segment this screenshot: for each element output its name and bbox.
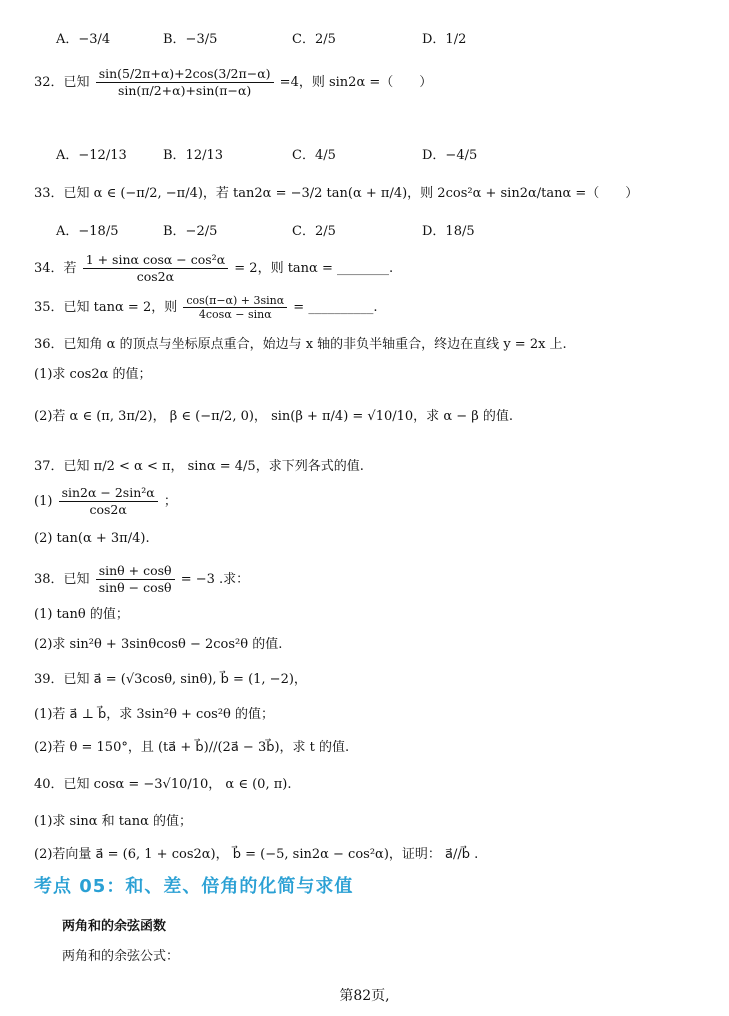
q37-part1-fraction: [59, 485, 158, 518]
q32-prefix: 32．已知: [34, 75, 90, 90]
question-37-part1: [34, 485, 177, 518]
q31-option-a: A．−3/4: [56, 32, 111, 47]
q31-option-d: D．1/2: [422, 32, 467, 47]
q32-denominator: sin(π/2+α)+sin(π−α): [117, 83, 252, 98]
q38-prefix: 38．已知: [34, 572, 90, 587]
q37-part1-numerator: sin2α − 2sin²α: [59, 485, 158, 502]
subheading: 两角和的余弦函数: [62, 919, 167, 934]
question-34: [34, 252, 393, 285]
q34-numerator: 1 + sinα cosα − cos²α: [83, 252, 228, 269]
q35-numerator: cos(π−α) + 3sinα: [183, 294, 287, 308]
question-40-stem: 40．已知 cosα = −3√10/10， α ∈ (0, π).: [34, 777, 292, 792]
q34-denominator: cos2α: [136, 269, 175, 284]
page-number: 第82页,: [339, 988, 390, 1004]
question-39-part1: (1)若 a⃗ ⊥ b⃗，求 3sin²θ + cos²θ 的值；: [34, 707, 275, 722]
question-36-part1: (1)求 cos2α 的值；: [34, 367, 152, 382]
question-32: [34, 66, 432, 99]
q32-option-b: B．12/13: [163, 148, 224, 163]
q33-option-a: A．−18/5: [56, 224, 119, 239]
q37-part1-denominator: cos2α: [89, 502, 127, 517]
question-37-part2: (2) tan(α + 3π/4).: [34, 531, 150, 546]
question-39-part2: (2)若 θ = 150°，且 (ta⃗ + b⃗)//(2a⃗ − 3b⃗)，求 t 的值.: [34, 740, 350, 755]
q35-prefix: 35．已知 tanα = 2，则: [34, 300, 178, 315]
q33-option-c: C．2/5: [292, 224, 336, 239]
q35-suffix: = __________.: [293, 300, 378, 315]
question-40-part1: (1)求 sinα 和 tanα 的值；: [34, 814, 193, 829]
question-38-part1: (1) tanθ 的值；: [34, 607, 129, 622]
q38-denominator: sinθ − cosθ: [98, 580, 172, 595]
question-33: 33．已知 α ∈ (−π/2, −π/4)，若 tan2α = −3/2 tan(α + π/4)，则 2cos²α + sin2α/tanα =（ ）: [34, 186, 639, 201]
q31-option-b: B．−3/5: [163, 32, 218, 47]
question-40-part2: (2)若向量 a⃗ = (6, 1 + cos2α)， b⃗ = (−5, sin2α − cos²α)，证明： a⃗//b⃗ .: [34, 847, 479, 862]
q38-numerator: sinθ + cosθ: [96, 563, 175, 580]
q34-fraction: [83, 252, 228, 285]
q34-suffix: = 2，则 tanα = ________.: [234, 261, 394, 276]
q32-option-a: A．−12/13: [56, 148, 127, 163]
question-35: [34, 294, 377, 321]
question-39-stem: 39．已知 a⃗ = (√3cosθ, sinθ), b⃗ = (1, −2)，: [34, 672, 307, 687]
q32-option-c: C．4/5: [292, 148, 336, 163]
question-38: [34, 563, 249, 596]
q33-option-d: D．18/5: [422, 224, 475, 239]
q37-part1-prefix: (1): [34, 494, 53, 509]
q37-part1-suffix: ；: [163, 494, 177, 509]
question-38-part2: (2)求 sin²θ + 3sinθcosθ − 2cos²θ 的值.: [34, 637, 283, 652]
q34-prefix: 34．若: [34, 261, 77, 276]
q35-denominator: 4cosα − sinα: [198, 308, 272, 321]
q35-fraction: [183, 294, 287, 321]
q38-suffix: = −3 .求：: [180, 572, 250, 587]
q38-fraction: [96, 563, 175, 596]
q32-numerator: sin(5/2π+α)+2cos(3/2π−α): [96, 66, 274, 83]
q32-suffix: =4，则 sin2α =（ ）: [279, 75, 433, 90]
question-37-stem: 37．已知 π/2 < α < π， sinα = 4/5，求下列各式的值.: [34, 459, 364, 474]
q32-fraction: [96, 66, 274, 99]
q33-option-b: B．−2/5: [163, 224, 218, 239]
q32-option-d: D．−4/5: [422, 148, 478, 163]
question-36-part2: (2)若 α ∈ (π, 3π/2)， β ∈ (−π/2, 0)， sin(β + π/4) = √10/10，求 α − β 的值.: [34, 409, 514, 424]
q31-option-c: C．2/5: [292, 32, 336, 47]
question-36-stem: 36．已知角 α 的顶点与坐标原点重合，始边与 x 轴的非负半轴重合，终边在直线 y = 2x 上.: [34, 337, 567, 352]
section-heading: 考点 05：和、差、倍角的化简与求值: [34, 876, 354, 897]
subheading-text: 两角和的余弦公式：: [62, 949, 180, 964]
